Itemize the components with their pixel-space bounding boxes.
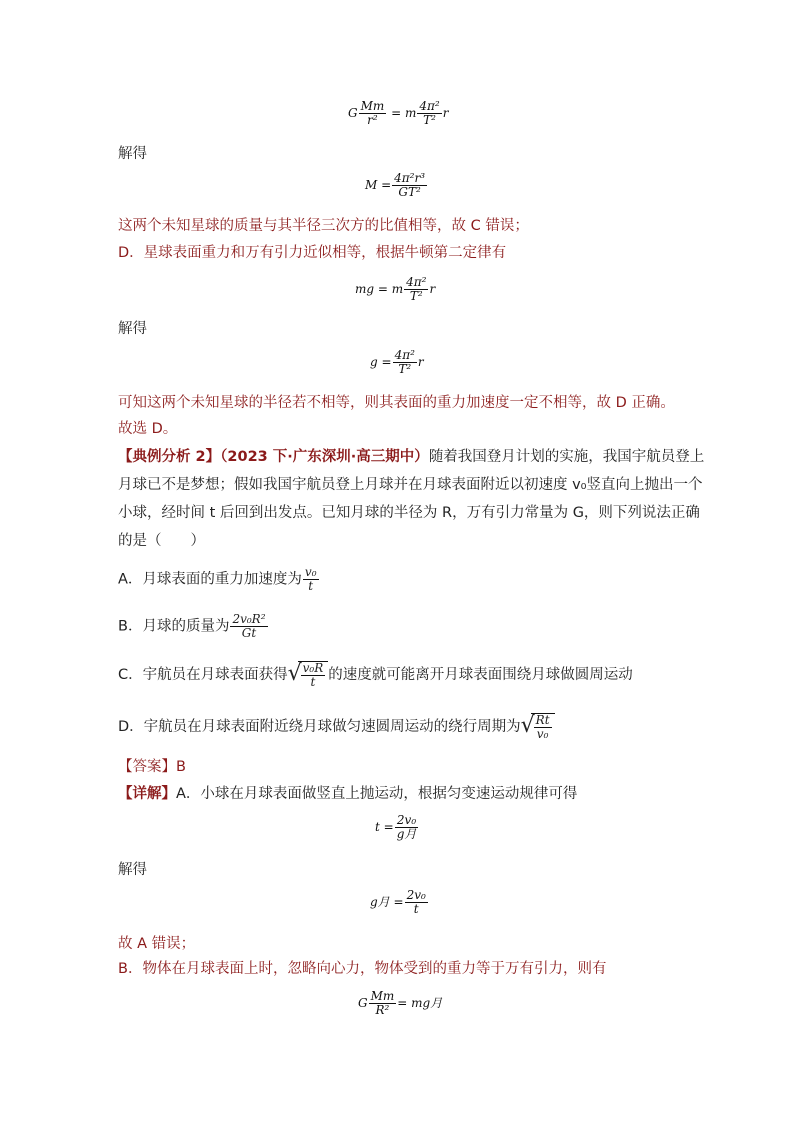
- text-a-wrong: 故 A 错误；: [118, 936, 196, 952]
- text-choose-d: 故选 D。: [118, 421, 178, 437]
- example-tag: 【典例分析 2】: [118, 449, 221, 465]
- example-source: （2023 下·广东深圳·高三期中）: [220, 449, 429, 465]
- formula-gravity-circular: G $\frac{Mm}{\text{r²}}$ = m $\frac{\text{4π²}}{\text{T²}}$ r: [348, 99, 449, 127]
- formula-g: g = $\frac{\text{4π²}}{\text{T²}}$ r: [370, 348, 424, 376]
- formula-moon-gravity: G $\frac{Mm}{\text{R²}}$ = mg月: [358, 989, 443, 1017]
- answer-line: 【答案】B: [118, 759, 186, 775]
- solve-label-2: 解得: [118, 321, 147, 337]
- detail-a-line: 【详解】A．小球在月球表面做竖直上抛运动，根据匀变速运动规律可得: [118, 786, 578, 802]
- example-line-4: 的是（ ）: [118, 533, 205, 549]
- text-c-wrong: 这两个未知星球的质量与其半径三次方的比值相等，故 C 错误；: [118, 218, 529, 234]
- text-conclusion: 可知这两个未知星球的半径若不相等，则其表面的重力加速度一定不相等，故 D 正确。: [118, 395, 675, 411]
- solve-label-1: 解得: [118, 146, 147, 162]
- sqrt-symbol-c: √ $\frac{\text{v₀R}}{t}$: [288, 661, 329, 689]
- text-d-intro: D．星球表面重力和万有引力近似相等，根据牛顿第二定律有: [118, 245, 507, 261]
- text-b-intro: B．物体在月球表面上时，忽略向心力，物体受到的重力等于万有引力，则有: [118, 961, 607, 977]
- option-b: B．月球的质量为 $\frac{\text{2v₀R²}}{Gt}$: [118, 612, 266, 640]
- solve-label-3: 解得: [118, 862, 147, 878]
- example-line-2: 月球已不是梦想；假如我国宇航员登上月球并在月球表面附近以初速度 v₀竖直向上抛出一个: [118, 477, 703, 493]
- detail-tag: 【详解】: [118, 786, 176, 802]
- option-d: D．宇航员在月球表面附近绕月球做匀速圆周运动的绕行周期为 √ $\frac{Rt}{\text{v₀}}$: [118, 713, 555, 741]
- example-heading: 【典例分析 2】（2023 下·广东深圳·高三期中）随着我国登月计划的实施，我国宇航员登上: [118, 449, 705, 465]
- option-c: C．宇航员在月球表面获得 √ $\frac{\text{v₀R}}{t}$ 的速度就可能离开月球表面围绕月球做圆周运动: [118, 661, 633, 689]
- formula-mass: M = $\frac{\text{4π²r³}}{\text{GT²}}$: [365, 171, 426, 199]
- sqrt-symbol-d: √ $\frac{Rt}{\text{v₀}}$: [521, 713, 555, 741]
- formula-mg: mg = m $\frac{\text{4π²}}{\text{T²}}$ r: [355, 275, 436, 303]
- option-a: A．月球表面的重力加速度为 $\frac{\text{v₀}}{t}$: [118, 565, 317, 593]
- example-line-3: 小球，经时间 t 后回到出发点。已知月球的半径为 R，万有引力常量为 G，则下列说法正确: [118, 505, 700, 521]
- formula-time: t = $\frac{\text{2v₀}}{\text{g月}}$: [375, 813, 417, 841]
- formula-g-moon: g月 = $\frac{\text{2v₀}}{t}$: [370, 888, 426, 916]
